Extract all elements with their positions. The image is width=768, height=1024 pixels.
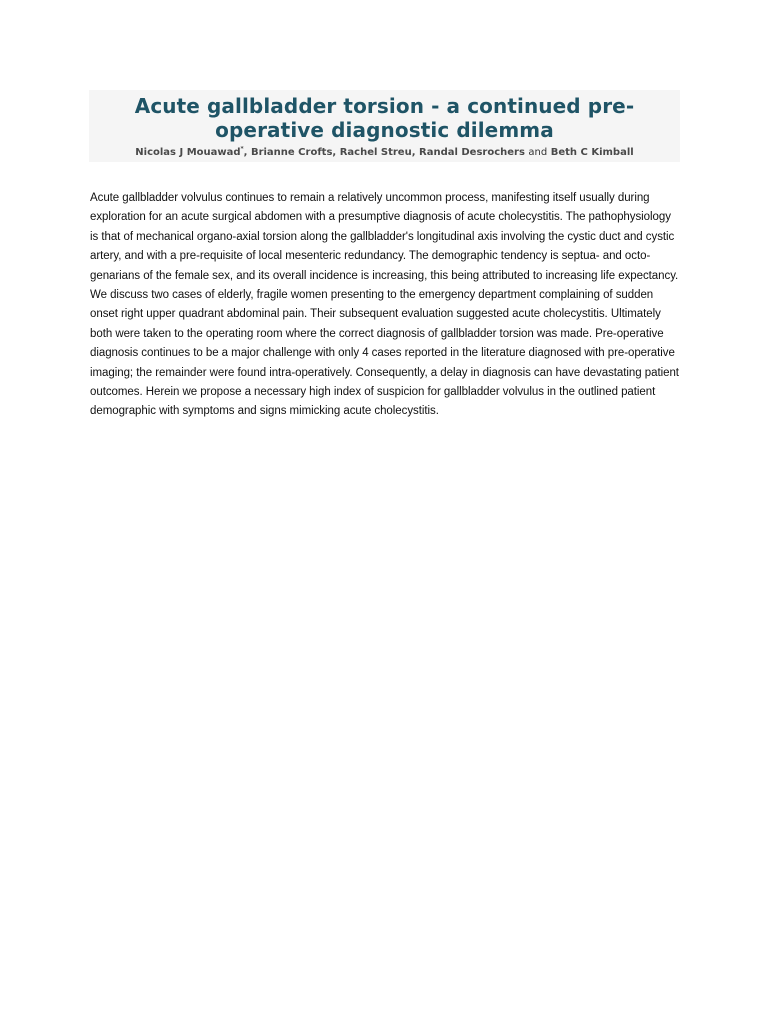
author-separator: , (411, 147, 419, 158)
article-header (89, 90, 680, 162)
author-name[interactable]: Randal Desrochers (419, 147, 525, 158)
corresponding-author-marker: * (240, 145, 244, 153)
author-name[interactable]: Brianne Crofts (250, 147, 333, 158)
author-name[interactable]: Beth C Kimball (550, 147, 634, 158)
author-name[interactable]: Nicolas J Mouawad (135, 147, 241, 158)
author-separator: , (243, 147, 251, 158)
author-list (89, 146, 680, 160)
article-title: Acute gallbladder torsion - a continued pre-operative diagnostic dilemma (134, 94, 635, 142)
author-separator: , (332, 147, 340, 158)
abstract-text: Acute gallbladder volvulus continues to remain a relatively uncommon process, manifesting itself usually during exploration for an acute surgical abdomen with a presumptive diagnosis of acute cholecystitis. The pathophysiology is that of mechanical organo-axial torsion along the gallbladder's longitudinal axis involving the cystic duct and cystic artery, and with a pre-requisite of local mesenteric redundancy. The demographic tendency is septua- and octo-genarians of the female sex, and its overall incidence is increasing, this being attributed to increasing life expectancy. We discuss two cases of elderly, fragile women presenting to the emergency department complaining of sudden onset right upper quadrant abdominal pain. Their subsequent evaluation suggested acute cholecystitis. Ultimately both were taken to the operating room where the correct diagnosis of gallbladder torsion was made. Pre-operative diagnosis continues to be a major challenge with only 4 cases reported in the literature diagnosed with pre-operative imaging; the remainder were found intra-operatively. Consequently, a delay in diagnosis can have devastating patient outcomes. Herein we propose a necessary high index of suspicion for gallbladder volvulus in the outlined patient demographic with symptoms and signs mimicking acute cholecystitis. (90, 192, 679, 418)
author-name[interactable]: Rachel Streu (339, 147, 412, 158)
author-conjunction: and (528, 147, 548, 158)
